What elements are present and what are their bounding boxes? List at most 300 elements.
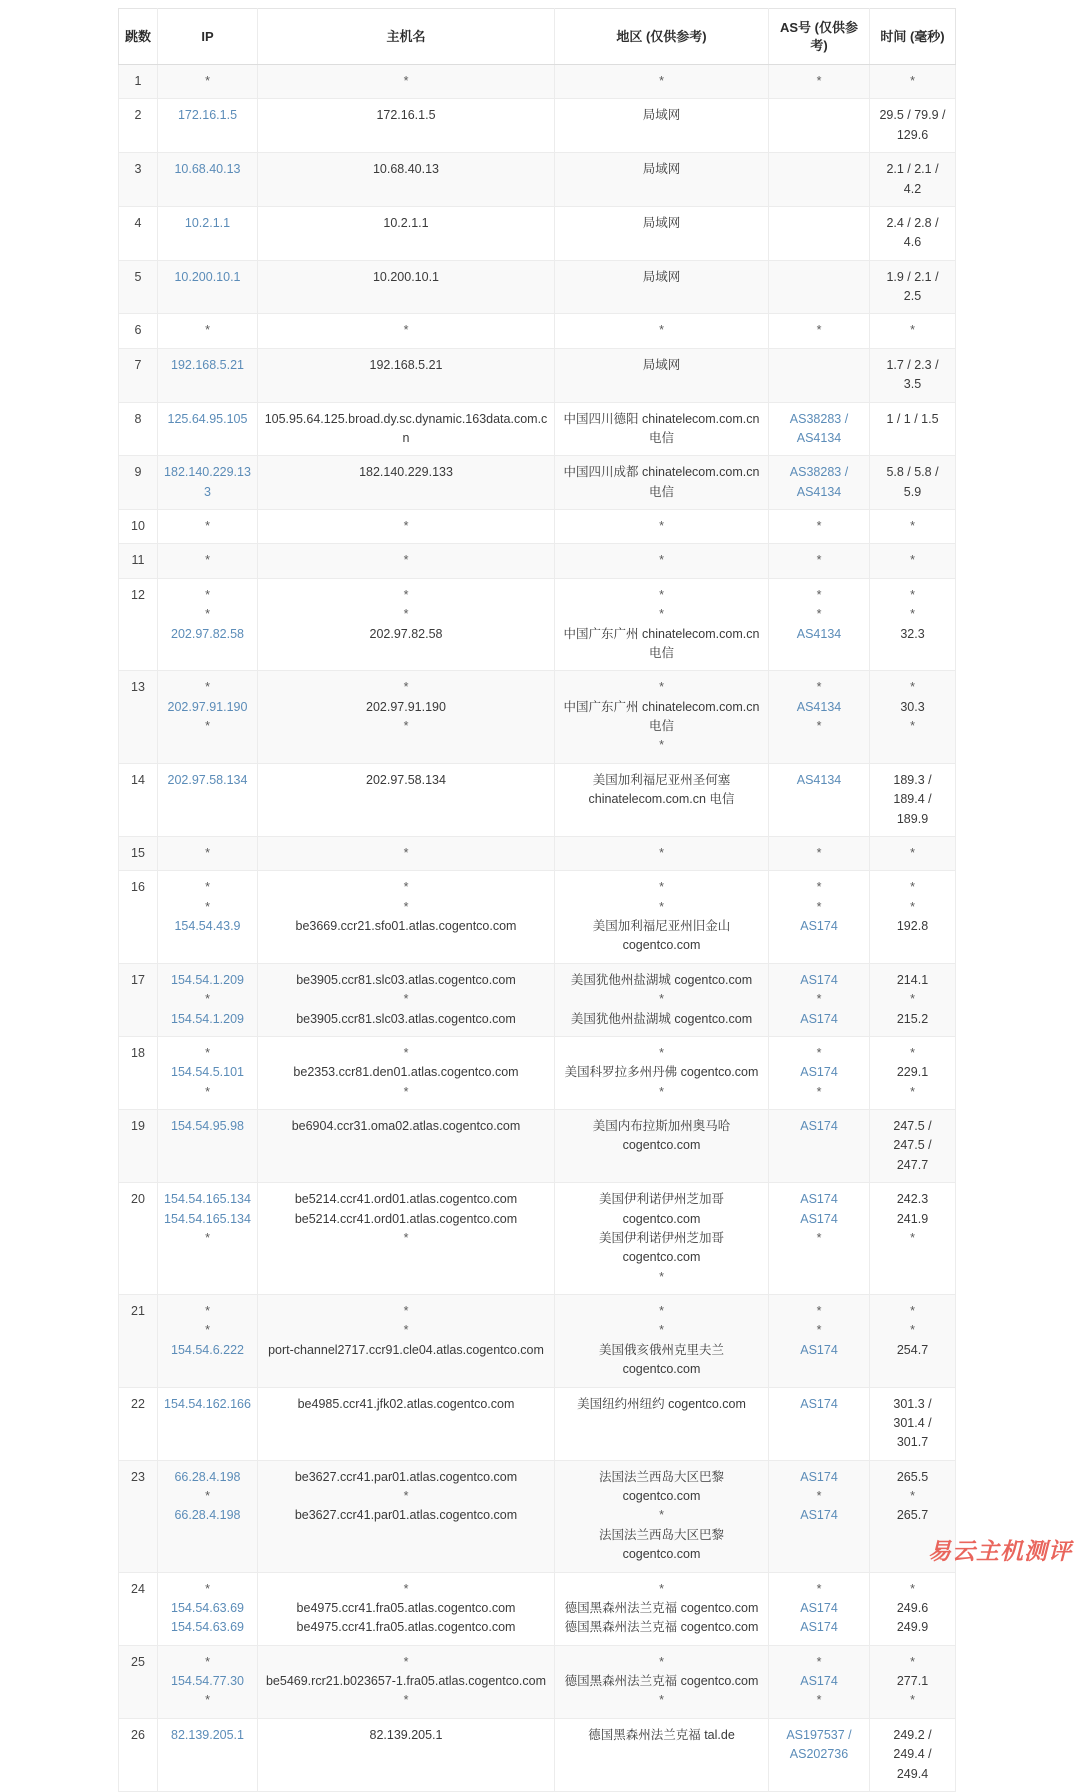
host-text: be5469.rcr21.b023657-1.fra05.atlas.cogentco.com [265,1674,547,1689]
time-text: 301.4 / [893,1415,932,1430]
ip-link[interactable]: 154.54.63.69 [171,1600,244,1615]
timeout-star: * [910,1581,915,1596]
table-row [119,314,956,348]
cell-asn [769,671,870,764]
time-text: 214.1 [896,972,929,987]
asn-link[interactable]: AS4134 [796,772,842,787]
cell-asn [769,963,870,1036]
cell-host [258,402,555,456]
timeout-star: * [910,1304,915,1319]
time-text: 32.3 [900,626,925,641]
timeout-star: * [816,880,822,895]
timeout-star: * [403,992,409,1007]
region-text: 美国纽约州纽约 cogentco.com [577,1396,746,1411]
table-row [119,206,956,260]
cell-time [870,65,956,99]
cell-time [870,99,956,153]
region-text: 美国内布拉斯加州奥马哈 [592,1119,731,1134]
cell-host [258,1460,555,1572]
asn-link[interactable]: AS202736 [789,1747,849,1762]
timeout-star: * [205,553,210,568]
cell-host [258,153,555,207]
cell-time [870,1572,956,1645]
cell-hop [119,1183,158,1295]
cell-time [870,763,956,836]
timeout-star: * [910,519,915,534]
table-row [119,836,956,870]
timeout-star: * [816,1693,822,1708]
hop-number: 4 [134,215,142,230]
hop-number: 5 [134,269,142,284]
cell-hop [119,1387,158,1460]
ip-link[interactable]: 154.54.63.69 [171,1620,244,1635]
host-text: 10.2.1.1 [383,215,429,230]
cell-time [870,1718,956,1791]
cell-host [258,1183,555,1295]
timeout-star: * [910,1489,915,1504]
host-text: be2353.ccr81.den01.atlas.cogentco.com [293,1065,519,1080]
region-text: 德国黑森州法兰克福 cogentco.com [564,1600,759,1615]
cell-hop [119,1110,158,1183]
time-text: 301.7 [896,1435,929,1450]
host-text: be6904.ccr31.oma02.atlas.cogentco.com [291,1119,521,1134]
ip-link[interactable]: 10.68.40.13 [174,162,241,177]
cell-host [258,260,555,314]
timeout-star: * [910,74,915,89]
asn-link[interactable]: AS174 [800,1065,838,1080]
region-text: 法国法兰西岛大区巴黎 [598,1469,724,1484]
ip-link[interactable]: 154.54.5.101 [171,1065,244,1080]
cell-ip [158,153,258,207]
cell-ip [158,1183,258,1295]
cell-asn [769,1718,870,1791]
ip-link[interactable]: 154.54.162.166 [164,1396,251,1411]
timeout-star: * [910,992,915,1007]
asn-link[interactable]: AS38283 / [789,411,849,426]
cell-time [870,402,956,456]
cell-time [870,871,956,964]
asn-link[interactable]: AS174 [800,1211,838,1226]
timeout-star: * [403,899,409,914]
time-text: 247.5 / [893,1119,932,1134]
cell-ip [158,510,258,544]
table-row [119,260,956,314]
time-text: 1 / 1 / 1.5 [886,411,939,426]
ip-link[interactable]: 192.168.5.21 [171,357,244,372]
cell-time [870,348,956,402]
region-text: cogentco.com [622,1362,701,1377]
cell-ip [158,1110,258,1183]
timeout-star: * [205,719,210,734]
hop-number: 9 [134,465,142,480]
ip-link[interactable]: 154.54.43.9 [174,919,241,934]
cell-region [555,314,769,348]
timeout-star: * [659,1693,664,1708]
ip-link[interactable]: 66.28.4.198 [174,1508,241,1523]
cell-host [258,65,555,99]
column-header-ip: IP [158,9,258,65]
hop-number: 2 [134,108,142,123]
region-text: cogentco.com [622,1489,701,1504]
cell-host [258,1036,555,1109]
table-row [119,1295,956,1388]
ip-link[interactable]: 154.54.77.30 [171,1674,244,1689]
cell-asn [769,578,870,671]
cell-region [555,1295,769,1388]
cell-time [870,1183,956,1295]
timeout-star: * [403,1084,409,1099]
cell-host [258,1295,555,1388]
time-text: 30.3 [900,699,925,714]
host-text: 202.97.91.190 [366,699,446,714]
region-text: 美国加利福尼亚州圣何塞 [592,772,731,787]
hop-number: 6 [134,323,142,338]
timeout-star: * [816,587,822,602]
timeout-star: * [205,1581,210,1596]
asn-link[interactable]: AS4134 [796,699,842,714]
ip-link[interactable]: 182.140.229.133 [164,465,251,499]
cell-ip [158,671,258,764]
asn-link[interactable]: AS197537 / [786,1727,852,1742]
table-row [119,153,956,207]
cell-hop [119,99,158,153]
cell-ip [158,65,258,99]
table-row [119,1460,956,1572]
hop-number: 15 [131,845,145,860]
asn-link[interactable]: AS174 [800,919,838,934]
cell-region [555,836,769,870]
host-text: 82.139.205.1 [369,1727,443,1742]
hop-number: 1 [134,74,142,89]
time-text: 265.5 [896,1469,929,1484]
time-text: 2.1 / 2.1 / [886,162,939,177]
region-text: 中国四川成都 chinatelecom.com.cn [563,465,760,480]
table-row [119,348,956,402]
cell-host [258,1387,555,1460]
ip-link[interactable]: 154.54.6.222 [171,1342,244,1357]
host-text: be4985.ccr41.jfk02.atlas.cogentco.com [297,1396,515,1411]
cell-ip [158,1460,258,1572]
asn-link[interactable]: AS174 [800,1192,838,1207]
ip-link[interactable]: 66.28.4.198 [174,1469,241,1484]
host-text: be4975.ccr41.fra05.atlas.cogentco.com [296,1620,516,1635]
timeout-star: * [816,1323,822,1338]
cell-hop [119,206,158,260]
cell-asn [769,65,870,99]
cell-region [555,578,769,671]
timeout-star: * [816,1084,822,1099]
cell-hop [119,544,158,578]
cell-time [870,1387,956,1460]
cell-asn [769,871,870,964]
hop-number: 11 [131,553,145,568]
region-text: 德国黑森州法兰克福 tal.de [588,1727,735,1742]
timeout-star: * [910,553,915,568]
asn-link[interactable]: AS174 [800,1600,838,1615]
timeout-star: * [205,1693,210,1708]
host-text: port-channel2717.ccr91.cle04.atlas.cogentco.com [268,1342,544,1357]
timeout-star: * [205,1084,210,1099]
asn-link[interactable]: AS174 [800,1342,838,1357]
cell-time [870,456,956,510]
timeout-star: * [205,899,210,914]
time-text: 4.6 [903,235,922,250]
asn-link[interactable]: AS4134 [796,430,842,445]
time-text: 249.4 [896,1766,929,1781]
asn-link[interactable]: AS174 [800,1119,838,1134]
cell-asn [769,99,870,153]
timeout-star: * [205,587,210,602]
cell-ip [158,1572,258,1645]
cell-hop [119,402,158,456]
cell-region [555,1572,769,1645]
cell-host [258,963,555,1036]
timeout-star: * [910,719,915,734]
timeout-star: * [403,323,409,338]
timeout-star: * [205,323,210,338]
host-text: 182.140.229.133 [359,465,453,480]
timeout-star: * [910,607,915,622]
column-header-hop: 跳数 [119,9,158,65]
hop-number: 12 [131,587,145,602]
time-text: 229.1 [896,1065,929,1080]
host-text: be3905.ccr81.slc03.atlas.cogentco.com [296,972,516,987]
asn-link[interactable]: AS174 [800,972,838,987]
cell-asn [769,510,870,544]
timeout-star: * [659,1084,664,1099]
ip-link[interactable]: 154.54.1.209 [171,1011,244,1026]
timeout-star: * [816,607,822,622]
ip-link[interactable]: 10.200.10.1 [174,269,241,284]
timeout-star: * [816,1654,822,1669]
ip-link[interactable]: 202.97.58.134 [167,772,248,787]
timeout-star: * [205,607,210,622]
timeout-star: * [403,1654,409,1669]
cell-region [555,763,769,836]
hop-number: 26 [131,1727,145,1742]
cell-asn [769,260,870,314]
region-text: 局域网 [642,108,681,123]
cell-time [870,963,956,1036]
cell-region [555,348,769,402]
timeout-star: * [205,1230,210,1245]
asn-link[interactable]: AS4134 [796,484,842,499]
ip-link[interactable]: 154.54.165.134 [164,1211,251,1226]
timeout-star: * [659,1045,664,1060]
hop-number: 19 [131,1119,145,1134]
region-text: 中国广东广州 chinatelecom.com.cn [563,699,760,714]
cell-ip [158,963,258,1036]
time-text: 2.4 / 2.8 / [886,215,939,230]
timeout-star: * [816,1230,822,1245]
ip-link[interactable]: 125.64.95.105 [167,411,248,426]
cell-host [258,510,555,544]
hop-number: 13 [131,680,145,695]
cell-time [870,1110,956,1183]
timeout-star: * [816,323,822,338]
ip-link[interactable]: 154.54.1.209 [171,972,244,987]
timeout-star: * [205,1323,210,1338]
cell-asn [769,1036,870,1109]
cell-region [555,402,769,456]
host-text: be3905.ccr81.slc03.atlas.cogentco.com [296,1011,516,1026]
cell-ip [158,314,258,348]
table-row [119,763,956,836]
host-text: be5214.ccr41.ord01.atlas.cogentco.com [294,1192,518,1207]
hop-number: 20 [131,1192,145,1207]
timeout-star: * [403,553,409,568]
cell-time [870,206,956,260]
time-text: 2.5 [903,289,922,304]
timeout-star: * [403,74,409,89]
timeout-star: * [659,519,664,534]
asn-link[interactable]: AS174 [800,1508,838,1523]
cell-hop [119,1036,158,1109]
table-row [119,671,956,764]
time-text: 29.5 / 79.9 / [879,108,946,123]
timeout-star: * [205,519,210,534]
time-text: 247.7 [896,1157,929,1172]
cell-hop [119,1718,158,1791]
cell-hop [119,348,158,402]
host-text: be3627.ccr41.par01.atlas.cogentco.com [294,1469,518,1484]
time-text: 301.3 / [893,1396,932,1411]
hop-number: 16 [131,880,145,895]
region-text: 中国四川德阳 chinatelecom.com.cn [563,411,760,426]
cell-host [258,671,555,764]
cell-host [258,1572,555,1645]
timeout-star: * [205,880,210,895]
host-text: be3627.ccr41.par01.atlas.cogentco.com [294,1508,518,1523]
time-text: 5.9 [903,484,922,499]
timeout-star: * [659,1304,664,1319]
timeout-star: * [910,680,915,695]
timeout-star: * [205,680,210,695]
cell-hop [119,1572,158,1645]
timeout-star: * [910,845,915,860]
table-row [119,544,956,578]
region-text: 美国加利福尼亚州旧金山 [592,919,731,934]
hop-number: 8 [134,411,142,426]
cell-asn [769,1110,870,1183]
cell-time [870,1645,956,1718]
table-row [119,1387,956,1460]
timeout-star: * [659,1508,664,1523]
host-text: 105.95.64.125.broad.dy.sc.dynamic.163data.com.cn [264,411,548,445]
cell-asn [769,314,870,348]
timeout-star: * [205,1304,210,1319]
time-text: 129.6 [896,127,929,142]
region-text: 德国黑森州法兰克福 cogentco.com [564,1674,759,1689]
timeout-star: * [403,519,409,534]
timeout-star: * [910,1693,915,1708]
cell-asn [769,1460,870,1572]
ip-link[interactable]: 10.2.1.1 [184,215,231,230]
cell-ip [158,836,258,870]
table-body [119,65,956,1792]
timeout-star: * [910,1323,915,1338]
timeout-star: * [205,1654,210,1669]
asn-link[interactable]: AS4134 [796,626,842,641]
cell-time [870,671,956,764]
region-text: 电信 [648,719,674,734]
cell-host [258,314,555,348]
cell-ip [158,1036,258,1109]
timeout-star: * [816,845,822,860]
time-text: 215.2 [896,1011,929,1026]
cell-hop [119,314,158,348]
cell-region [555,1387,769,1460]
host-text: 10.68.40.13 [372,162,440,177]
host-text: be4975.ccr41.fra05.atlas.cogentco.com [296,1600,516,1615]
time-text: 249.2 / [893,1727,932,1742]
ip-link[interactable]: 154.54.165.134 [164,1192,251,1207]
table-row [119,65,956,99]
ip-link[interactable]: 202.97.91.190 [167,699,248,714]
table-row [119,1110,956,1183]
cell-region [555,1110,769,1183]
timeout-star: * [816,992,822,1007]
asn-link[interactable]: AS174 [800,1396,838,1411]
cell-hop [119,1295,158,1388]
time-text: 1.9 / 2.1 / [886,269,939,284]
timeout-star: * [659,680,664,695]
timeout-star: * [910,1084,915,1099]
region-text: 局域网 [642,357,681,372]
ip-link[interactable]: 202.97.82.58 [171,626,244,641]
timeout-star: * [205,74,210,89]
region-text: 法国法兰西岛大区巴黎 [598,1527,724,1542]
table-header-row [119,9,956,65]
ip-link[interactable]: 82.139.205.1 [171,1727,244,1742]
ip-link[interactable]: 172.16.1.5 [177,108,238,123]
asn-link[interactable]: AS38283 / [789,465,849,480]
cell-ip [158,260,258,314]
timeout-star: * [816,1489,822,1504]
hop-number: 17 [131,972,145,987]
region-text: 电信 [648,430,674,445]
ip-link[interactable]: 154.54.95.98 [171,1119,244,1134]
region-text: cogentco.com [622,1211,701,1226]
hop-number: 10 [131,519,145,534]
table-row [119,1645,956,1718]
asn-link[interactable]: AS174 [800,1469,838,1484]
asn-link[interactable]: AS174 [800,1620,838,1635]
cell-time [870,510,956,544]
cell-asn [769,153,870,207]
host-text: 202.97.82.58 [369,626,443,641]
host-text: 192.168.5.21 [369,357,443,372]
timeout-star: * [659,323,664,338]
timeout-star: * [403,845,409,860]
cell-time [870,578,956,671]
hop-number: 14 [131,772,145,787]
asn-link[interactable]: AS174 [800,1674,838,1689]
cell-region [555,99,769,153]
region-text: 美国犹他州盐湖城 cogentco.com [570,1011,753,1026]
cell-region [555,871,769,964]
asn-link[interactable]: AS174 [800,1011,838,1026]
time-text: 4.2 [903,181,922,196]
timeout-star: * [403,1489,409,1504]
timeout-star: * [659,1581,664,1596]
timeout-star: * [403,587,409,602]
time-text: 3.5 [903,377,922,392]
time-text: 189.3 / [893,772,932,787]
timeout-star: * [403,1045,409,1060]
column-header-asn: AS号 (仅供参考) [769,9,870,65]
cell-time [870,1295,956,1388]
